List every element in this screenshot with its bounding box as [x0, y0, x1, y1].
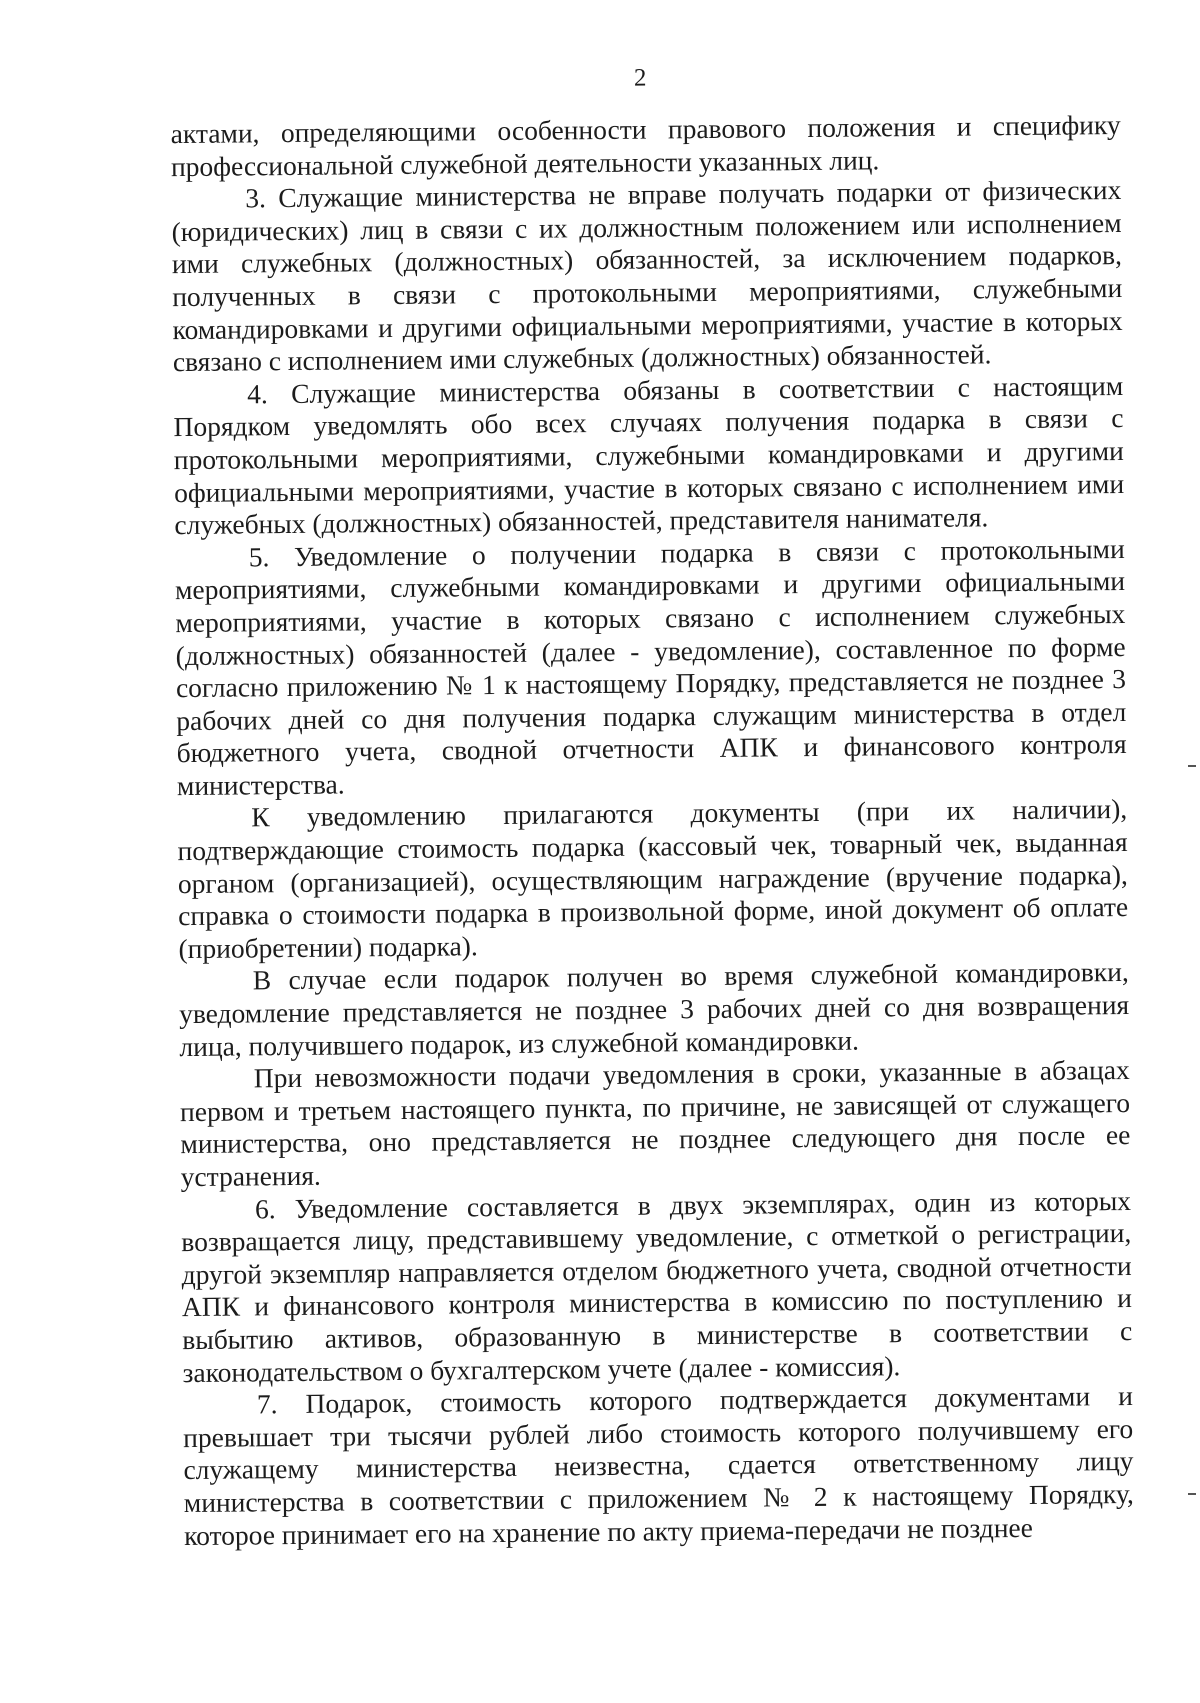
paragraph-item-3: 3. Служащие министерства не вправе получать подарки от физических (юридических) лиц в связи с их должностным положением или исполнением ими служебных (должностных) обязанностей, за исключением подарков, полученных в связи с протокольными мероприятиями, служебными командировками и другими официальными мероприятиями, участие в которых связано с исполнением ими служебных (должностных) обязанностей.	[171, 174, 1123, 378]
scan-margin-mark	[1188, 1493, 1196, 1495]
page-number: 2	[633, 64, 647, 92]
paragraph-item-5: 5. Уведомление о получении подарка в связи с протокольными мероприятиями, служебными командировками и другими официальными мероприятиями, участие в которых связано с исполнением служебных (должностных) обязанностей (далее - уведомление), составленное по форме согласно приложению № 1 к настоящему Порядку, представляется не позднее 3 рабочих дней со дня получения подарка служащим министерства в отдел бюджетного учета, сводной отчетности АПК и финансового контроля министерства.	[174, 532, 1127, 801]
document-body	[171, 109, 1135, 1552]
paragraph-continuation: актами, определяющими особенности правового положения и специфику профессиональной служебной деятельности указанных лиц.	[170, 109, 1121, 182]
paragraph-business-trip: В случае если подарок получен во время служебной командировки, уведомление представляется не позднее 3 рабочих дней со дня возвращения лица, получившего подарок, из служебной командировки.	[178, 956, 1130, 1062]
paragraph-attachments: К уведомлению прилагаются документы (при их наличии), подтверждающие стоимость подарка (кассовый чек, товарный чек, выданная органом (организацией), осуществляющим награждение (вручение подарка), справка о стоимости подарка в произвольной форме, иной документ об оплате (приобретении) подарка).	[177, 793, 1129, 964]
paragraph-impossibility: При невозможности подачи уведомления в сроки, указанные в абзацах первом и третьем настоящего пункта, по причине, не зависящей от служащего министерства, оно представляется не позднее следующего дня после ее устранения.	[179, 1054, 1131, 1193]
paragraph-item-7: 7. Подарок, стоимость которого подтверждается документами и превышает три тысячи рублей либо стоимость которого получившему его служащему министерства неизвестна, сдается ответственному лицу министерства в соответствии с приложением № 2 к настоящему Порядку, которое принимает его на хранение по акту приема-передачи не позднее	[183, 1380, 1134, 1551]
scan-margin-mark	[1188, 765, 1196, 767]
paragraph-item-6: 6. Уведомление составляется в двух экземплярах, один из которых возвращается лицу, представившему уведомление, с отметкой о регистрации, другой экземпляр направляется отделом бюджетного учета, сводной отчетности АПК и финансового контроля министерства в комиссию по поступлению и выбытию активов, образованную в министерстве в соответствии с законодательством о бухгалтерском учете (далее - комиссия).	[181, 1184, 1133, 1388]
paragraph-item-4: 4. Служащие министерства обязаны в соответствии с настоящим Порядком уведомлять обо всех случаях получения подарка в связи с протокольными мероприятиями, служебными командировками и другими официальными мероприятиями, участие в которых связано с исполнением ими служебных (должностных) обязанностей, представителя нанимателя.	[173, 369, 1125, 541]
